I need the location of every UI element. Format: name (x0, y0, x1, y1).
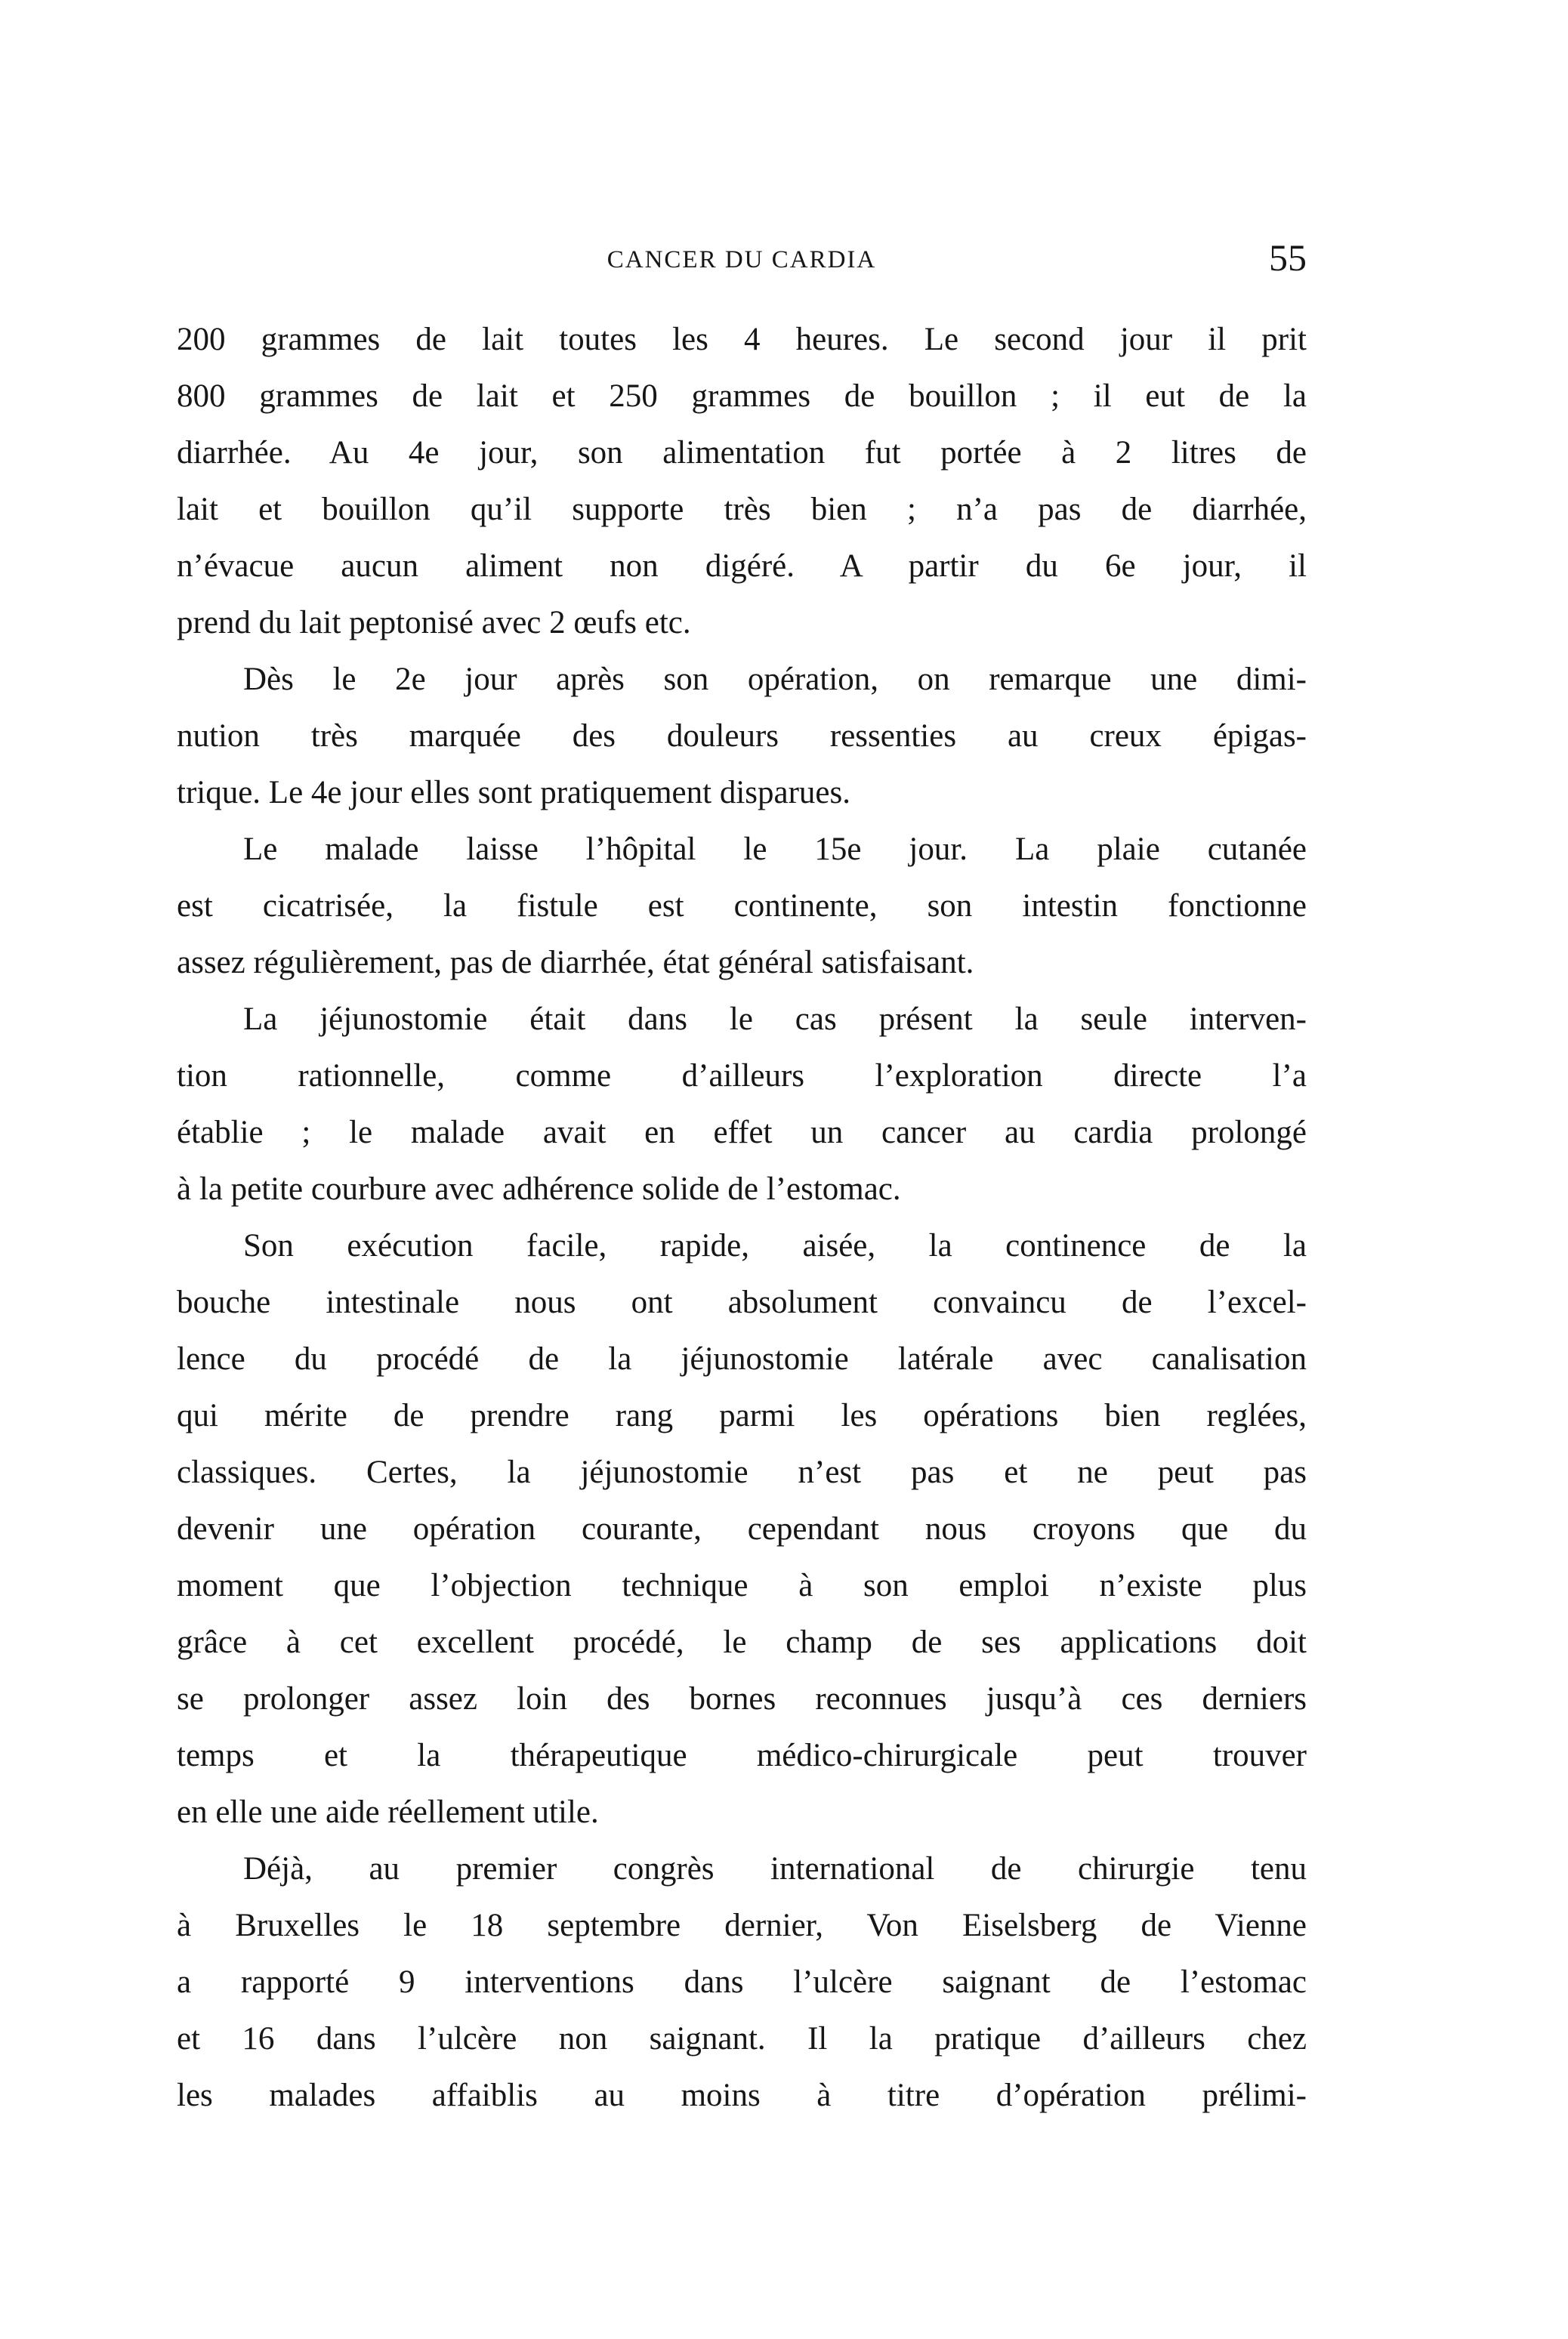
text-line: bouche intestinale nous ont absolument convaincu de l’excel- (177, 1285, 1307, 1320)
running-title: CANCER DU CARDIA (607, 246, 877, 273)
text-line: à Bruxelles le 18 septembre dernier, Von Eiselsberg de Vienne (177, 1908, 1307, 1943)
text-line: et 16 dans l’ulcère non saignant. Il la pratique d’ailleurs chez (177, 2021, 1307, 2057)
text-line: prend du lait peptonisé avec 2 œufs etc. (177, 605, 691, 640)
text-line: 800 grammes de lait et 250 grammes de bouillon ; il eut de la (177, 378, 1307, 414)
text-line: Déjà, au premier congrès international de chirurgie tenu (243, 1851, 1307, 1887)
text-line: est cicatrisée, la fistule est continente, son intestin fonctionne (177, 888, 1307, 924)
text-line: les malades affaiblis au moins à titre d’opération prélimi- (177, 2078, 1307, 2113)
text-line: temps et la thérapeutique médico-chirurgicale peut trouver (177, 1738, 1307, 1773)
text-line: La jéjunostomie était dans le cas présent la seule interven- (243, 1001, 1307, 1037)
text-line: a rapporté 9 interventions dans l’ulcère saignant de l’estomac (177, 1964, 1307, 2000)
text-line: en elle une aide réellement utile. (177, 1794, 599, 1830)
body-text (177, 311, 1307, 2124)
text-line: qui mérite de prendre rang parmi les opérations bien reglées, (177, 1398, 1307, 1433)
text-line: assez régulièrement, pas de diarrhée, état général satisfaisant. (177, 945, 974, 980)
text-line: Le malade laisse l’hôpital le 15e jour. La plaie cutanée (243, 832, 1307, 867)
text-line: lence du procédé de la jéjunostomie latérale avec canalisation (177, 1341, 1307, 1377)
text-line: à la petite courbure avec adhérence solide de l’estomac. (177, 1171, 901, 1207)
text-line: trique. Le 4e jour elles sont pratiquement disparues. (177, 775, 850, 810)
text-line: n’évacue aucun aliment non digéré. A partir du 6e jour, il (177, 548, 1307, 584)
text-line: moment que l’objection technique à son emploi n’existe plus (177, 1568, 1307, 1603)
page-number: 55 (1269, 236, 1307, 279)
text-line: diarrhée. Au 4e jour, son alimentation fut portée à 2 litres de (177, 435, 1307, 471)
text-line: 200 grammes de lait toutes les 4 heures. Le second jour il prit (177, 322, 1307, 357)
text-line: Son exécution facile, rapide, aisée, la continence de la (243, 1228, 1307, 1264)
page-header (177, 236, 1307, 289)
text-line: Dès le 2e jour après son opération, on remarque une dimi- (243, 662, 1307, 697)
text-line: tion rationnelle, comme d’ailleurs l’exploration directe l’a (177, 1058, 1307, 1094)
text-line: classiques. Certes, la jéjunostomie n’est pas et ne peut pas (177, 1455, 1307, 1490)
text-line: lait et bouillon qu’il supporte très bien ; n’a pas de diarrhée, (177, 492, 1307, 527)
text-line: établie ; le malade avait en effet un cancer au cardia prolongé (177, 1115, 1307, 1150)
text-line: grâce à cet excellent procédé, le champ de ses applications doit (177, 1625, 1307, 1660)
text-line: devenir une opération courante, cependant nous croyons que du (177, 1511, 1307, 1547)
text-line: se prolonger assez loin des bornes reconnues jusqu’à ces derniers (177, 1681, 1307, 1717)
text-line: nution très marquée des douleurs ressenties au creux épigas- (177, 718, 1307, 754)
